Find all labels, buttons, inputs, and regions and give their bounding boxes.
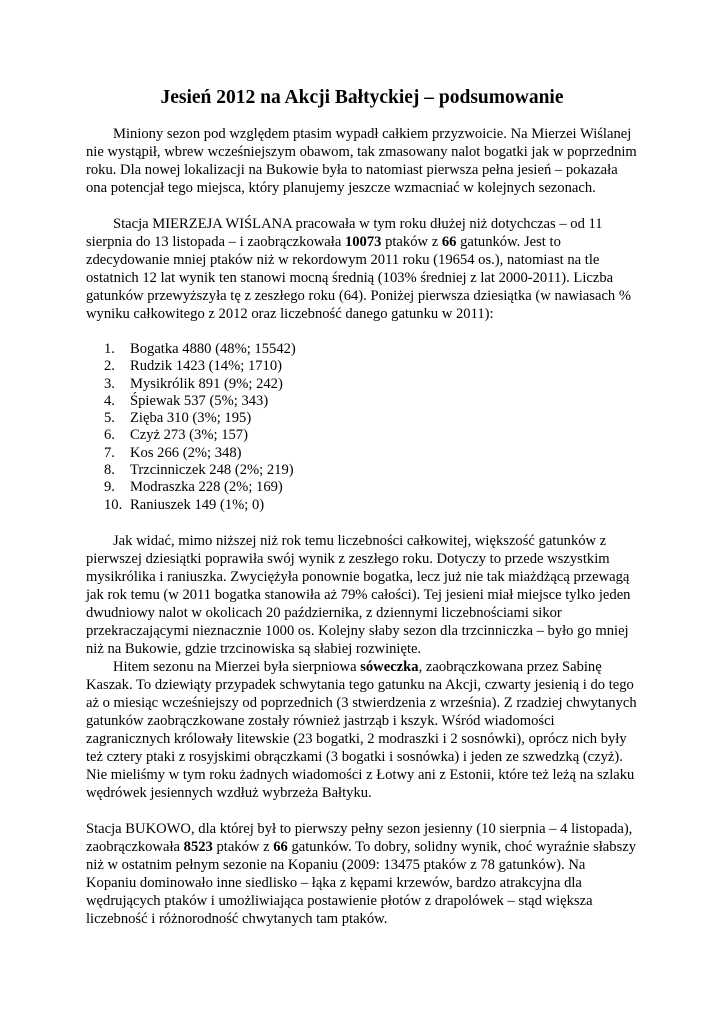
bukowo-text-2: ptaków z bbox=[212, 838, 274, 855]
list-item bbox=[86, 427, 638, 444]
list-item-number: 10. bbox=[104, 496, 123, 513]
list-item-text: Raniuszek 149 (1%; 0) bbox=[130, 496, 265, 513]
top-species-list bbox=[86, 341, 638, 514]
list-item bbox=[86, 358, 638, 375]
list-item-number: 6. bbox=[104, 427, 115, 444]
list-item-text: Modraszka 228 (2%; 169) bbox=[130, 479, 283, 496]
list-item bbox=[86, 497, 638, 514]
list-item-text: Kos 266 (2%; 348) bbox=[130, 444, 242, 461]
bukowo-species-count: 66 bbox=[273, 838, 288, 855]
bukowo-text-1: Stacja BUKOWO, dla której był to pierwszy pełny sezon jesienny (10 sierpnia – 4 listopada), zaobrączkowała bbox=[86, 820, 633, 855]
list-item bbox=[86, 479, 638, 496]
mierzeja-text-3: gatunków. Jest to zdecydowanie mniej ptaków niż w rekordowym 2011 roku (19654 os.), natomiast na tle ostatnich 12 lat wynik ten stanowi mocną średnią (103% średniej z lat 2000-2011). Liczba gatunków przewyższyła tę z zeszłego roku (64). Poniżej pierwsza dziesiątka (w nawiasach % wyniku całkowitego z 2012 oraz liczebność danego gatunku w 2011): bbox=[86, 234, 632, 322]
list-item-number: 7. bbox=[104, 444, 115, 461]
list-item bbox=[86, 410, 638, 427]
hit-bird-name: sóweczka bbox=[360, 658, 419, 675]
bukowo-birds-count: 8523 bbox=[183, 838, 213, 855]
document-body bbox=[86, 125, 638, 928]
list-item-number: 1. bbox=[104, 341, 115, 357]
list-item-number: 4. bbox=[104, 392, 115, 409]
list-item-text: Śpiewak 537 (5%; 343) bbox=[130, 392, 269, 409]
mierzeja-birds-count: 10073 bbox=[344, 234, 382, 250]
mierzeja-species-count: 66 bbox=[441, 234, 457, 250]
list-item-number: 8. bbox=[104, 462, 115, 479]
mierzeja-text-1: Stacja MIERZEJA WIŚLANA pracowała w tym roku dłużej niż dotychczas – od 11 sierpnia do 13 listopada – i zaobrączkowała bbox=[86, 216, 603, 250]
hit-text-2: , zaobrączkowana przez Sabinę Kaszak. To dziewiąty przypadek schwytania tego gatunku na Akcji, czwarty jesienią i do tego aż o miesiąc wcześniejszy od poprzednich (3 stwierdzenia z września). Z rzadziej chwytanych gatunków zaobrączkowane zostały również jastrząb i kszyk. Wśród wiadomości zagranicznych królowały litewskie (23 bogatki, 2 modraszki i 2 sosnówki), oprócz nich były też cztery ptaki z rosyjskimi obrączkami (3 bogatki i sosnówka) i jeden ze szwedzką (czyż). Nie mieliśmy w tym roku żadnych wiadomości z Łotwy ani z Estonii, które też leżą na szlaku wędrówek jesiennych wzdłuż wybrzeża Bałtyku. bbox=[86, 658, 637, 801]
list-item-text: Bogatka 4880 (48%; 15542) bbox=[130, 341, 296, 357]
list-item bbox=[86, 376, 638, 393]
list-item-number: 9. bbox=[104, 479, 115, 496]
hit-text-1: Hitem sezonu na Mierzei była sierpniowa bbox=[113, 658, 361, 675]
page-title: Jesień 2012 na Akcji Bałtyckiej – podsumowanie bbox=[160, 87, 564, 108]
list-item-text: Mysikrólik 891 (9%; 242) bbox=[130, 375, 283, 392]
list-item-number: 2. bbox=[104, 358, 115, 375]
mierzeja-text-2: ptaków z bbox=[381, 234, 442, 250]
list-item-text: Czyż 273 (3%; 157) bbox=[130, 427, 248, 444]
list-item bbox=[86, 445, 638, 462]
list-item-number: 5. bbox=[104, 410, 115, 427]
list-item bbox=[86, 341, 638, 358]
bukowo-paragraph bbox=[86, 820, 638, 928]
list-item bbox=[86, 393, 638, 410]
intro-paragraph: Miniony sezon pod względem ptasim wypadł całkiem przyzwoicie. Na Mierzei Wiślanej nie wystąpił, wbrew wcześniejszym obawom, tak zmasowany nalot bogatki jak w poprzednim roku. Dla nowej lokalizacji na Bukowie była to natomiast pierwsza pełna jesień – pokazała ona potencjał tego miejsca, który planujemy jeszcze wzmacniać w kolejnych sezonach. bbox=[86, 126, 637, 196]
list-item-text: Rudzik 1423 (14%; 1710) bbox=[130, 358, 283, 375]
list-item-text: Zięba 310 (3%; 195) bbox=[130, 410, 252, 427]
analysis-paragraph: Jak widać, mimo niższej niż rok temu liczebności całkowitej, większość gatunków z pierwszej dziesiątki poprawiła swój wynik z zeszłego roku. Dotyczy to przede wszystkim mysikrólika i raniuszka. Zwyciężyła ponownie bogatka, lecz już nie tak miażdżącą przewagą jak rok temu (w 2011 bogatka stanowiła aż 79% całości). Tej jesieni miał miejsce tylko jeden dwudniowy nalot w okolicach 20 października, z dziennymi liczebnościami sikor przekraczającymi nieznacznie 1000 os. Kolejny słaby sezon dla trzcinniczka – było go mniej niż na Bukowie, gdzie trzcinowiska są słabiej rozwinięte. bbox=[86, 532, 631, 657]
list-item-number: 3. bbox=[104, 375, 115, 392]
list-item-text: Trzcinniczek 248 (2%; 219) bbox=[130, 462, 294, 479]
mierzeja-paragraph bbox=[86, 215, 638, 323]
bukowo-text-3: gatunków. To dobry, solidny wynik, choć wyraźnie słabszy niż w ostatnim pełnym sezonie na Kopaniu (2009: 13475 ptaków z 78 gatunków). Na Kopaniu dominowało inne siedlisko – łąka z kępami krzewów, bardzo atrakcyjna dla wędrujących ptaków i umożliwiająca postawienie płotów z drapolówek – stąd większa liczebność i różnorodność chwytanych tam ptaków. bbox=[86, 838, 637, 927]
hit-paragraph bbox=[86, 658, 638, 802]
list-item bbox=[86, 462, 638, 479]
